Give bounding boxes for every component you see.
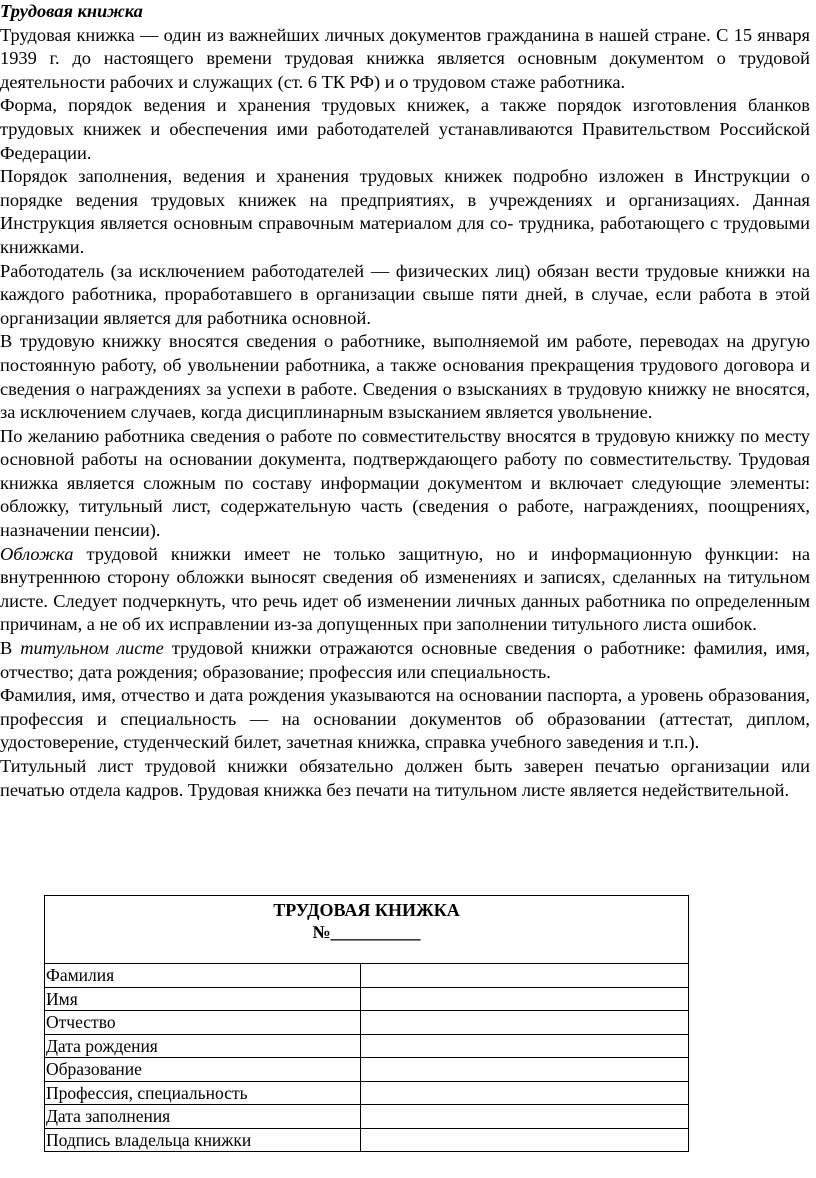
form-row-value-cell xyxy=(361,1011,688,1034)
paragraph: В трудовую книжку вносятся сведения о работнике, выполняемой им работе, переводах на другую постоянную работу, об увольнении работника, а также основания прекращения трудового договора и сведения о награждениях за успехи в работе. Сведения о взысканиях в трудовую книжку не вносятся, за исключением случаев, когда дисциплинарным взысканием является увольнение. xyxy=(0,331,810,423)
form-row xyxy=(45,1082,688,1106)
paragraph-text: трудовой книжки отражаются основные сведения о работнике: фамилия, имя, отчество; дата рождения; образование; профессия или специальность. xyxy=(0,638,810,682)
paragraph-title-page xyxy=(0,637,810,684)
form-row-label: Дата рождения xyxy=(45,1035,361,1058)
paragraph: Титульный лист трудовой книжки обязательно должен быть заверен печатью организации или печатью отдела кадров. Трудовая книжка без печати на титульном листе является недействительной. xyxy=(0,756,810,800)
form-row xyxy=(45,1035,688,1059)
form-row-value-cell xyxy=(361,964,688,987)
form-row-label: Образование xyxy=(45,1058,361,1081)
form-row-label: Отчество xyxy=(45,1011,361,1034)
form-row xyxy=(45,1011,688,1035)
term-title-page: титульном листе xyxy=(20,638,164,659)
paragraph-text: трудовой книжки имеет не только защитную, но и информационную функции: на внутреннюю сторону обложки выносят сведения об изменениях и записях, сделанных на титульном листе. Следует подчеркнуть, что речь идет об изменении личных данных работника по определенным причинам, а не об их исправлении из-за допущенных при заполнении титульного листа ошибок. xyxy=(0,543,810,635)
form-row xyxy=(45,964,688,988)
form-row-value-cell xyxy=(361,1105,688,1128)
form-rows xyxy=(45,964,688,1152)
paragraph: Работодатель (за исключением работодателей — физических лиц) обязан вести трудовые книжки на каждого работника, проработавшего в организации свыше пяти дней, в случае, если работа в этой организации является для работника основной. xyxy=(0,260,810,328)
form-row-label: Профессия, специальность xyxy=(45,1082,361,1105)
paragraph: Трудовая книжка — один из важнейших личных документов гражданина в нашей стране. С 15 января 1939 г. до настоящего времени трудовая книжка является основным документом о трудовой деятельности рабочих и служащих (ст. 6 ТК РФ) и о трудовом стаже работника. xyxy=(0,24,810,92)
form-row-value-cell xyxy=(361,1082,688,1105)
form-row-value-cell xyxy=(361,1058,688,1081)
form-row xyxy=(45,1058,688,1082)
form-row-value-cell xyxy=(361,988,688,1011)
paragraph: По желанию работника сведения о работе по совместительству вносятся в трудовую книжку по месту основной работы на основании документа, подтверждающего работу по совместительству. Трудовая книжка является сложным по составу информации документом и включает следующие элементы: обложку, титульный лист, содержательную часть (сведения о работе, награждениях, поощрениях, назначении пенсии). xyxy=(0,425,810,541)
form-row-label: Имя xyxy=(45,988,361,1011)
form-row-label: Дата заполнения xyxy=(45,1105,361,1128)
form-row xyxy=(45,988,688,1012)
term-cover: Обложка xyxy=(0,543,74,564)
form-row-label: Подпись владельца книжки xyxy=(45,1129,361,1153)
paragraph-cover xyxy=(0,543,810,637)
paragraph-text: В xyxy=(0,638,21,659)
form-heading: ТРУДОВАЯ КНИЖКА xyxy=(273,900,460,920)
form-row-value-cell xyxy=(361,1129,688,1153)
paragraph: Форма, порядок ведения и хранения трудовых книжек, а также порядок изготовления бланков трудовых книжек и обеспечения ими работодателей устанавливаются Правительством Российской Федерации. xyxy=(0,95,810,163)
form-row xyxy=(45,1105,688,1129)
form-header xyxy=(45,896,688,964)
form-number-line: №__________ xyxy=(312,922,421,942)
workbook-title-page-form xyxy=(44,895,689,1152)
form-row-label: Фамилия xyxy=(45,964,361,987)
paragraph: Фамилия, имя, отчество и дата рождения указываются на основании паспорта, а уровень образования, профессия и специальность — на основании документов об образовании (аттестат, диплом, удостоверение, студенческий билет, зачетная книжка, справка учебного заведения и т.п.). xyxy=(0,685,810,753)
form-row xyxy=(45,1129,688,1153)
document-title: Трудовая книжка xyxy=(0,1,143,21)
form-row-value-cell xyxy=(361,1035,688,1058)
paragraph: Порядок заполнения, ведения и хранения трудовых книжек подробно изложен в Инструкции о порядке ведения трудовых книжек на предприятиях, в учреждениях и организациях. Данная Инструкция является основным справочным материалом для со- трудника, работающего с трудовыми книжками. xyxy=(0,166,810,257)
